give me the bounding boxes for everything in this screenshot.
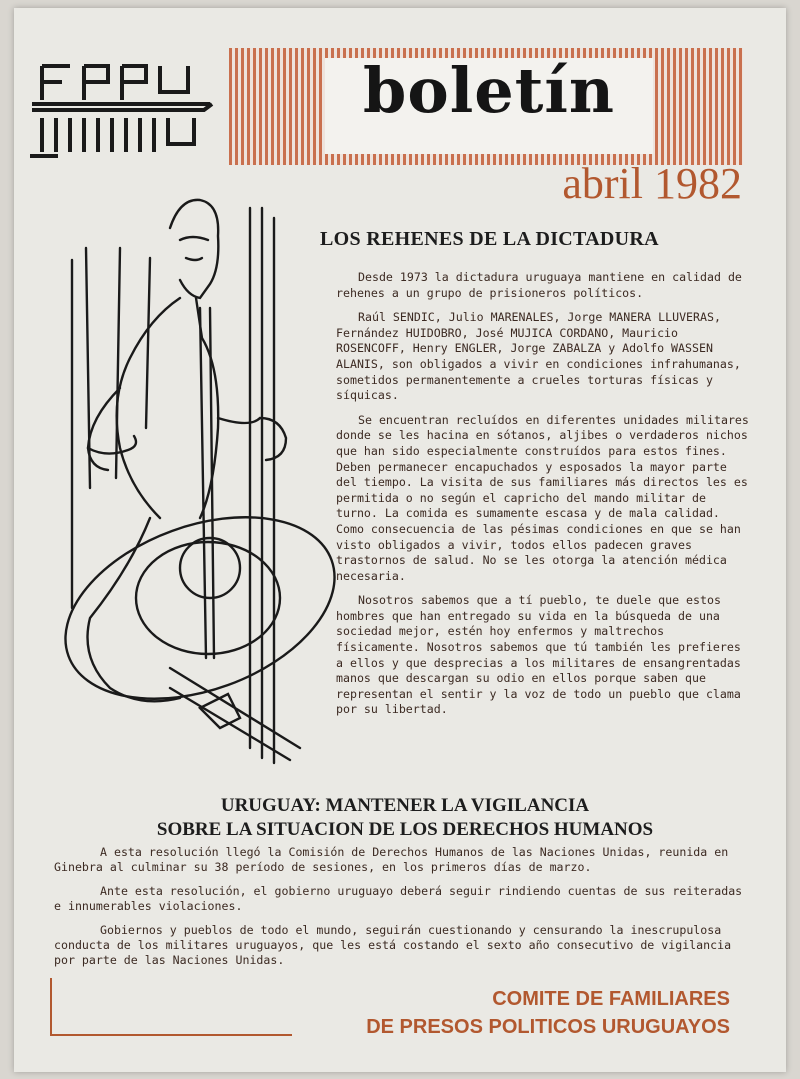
second-headline-line1: URUGUAY: MANTENER LA VIGILANCIA <box>220 795 590 816</box>
second-headline <box>60 794 750 842</box>
banner-title-box <box>325 54 653 154</box>
main-article-body <box>336 270 750 727</box>
paragraph: Gobiernos y pueblos de todo el mundo, seguirán cuestionando y censurando la inescrupulosa conducta de los militares uruguayos, que les está costando el sexto año consecutivo de vigilancia por parte de las Naciones Unidas. <box>54 922 732 968</box>
header-banner <box>229 48 743 165</box>
committee-signature <box>290 985 730 1041</box>
paragraph: Se encuentran recluídos en diferentes unidades militares donde se les hacina en sótanos, aljibes o verdaderos nichos que han sido especialmente construídos para estos fines. Deben permanecer encapuchados y esposados la mayor parte del tiempo. La visita de sus familiares más directos les es permitida o no según el capricho del mando militar de turno. La comida es sumamente escasa y de mala calidad. Como consecuencia de las pésimas condiciones en que se han visto obligados a vivir, todos ellos padecen graves trastornos de salud. No se les otorga la atención médica necesaria. <box>336 412 749 583</box>
paragraph: A esta resolución llegó la Comisión de Derechos Humanos de las Naciones Unidas, reunida en Ginebra al culminar su 38 período de sesiones, en los primeros días de marzo. <box>54 845 729 875</box>
committee-line2: DE PRESOS POLITICOS URUGUAYOS <box>366 1016 730 1038</box>
paragraph: Ante esta resolución, el gobierno uruguayo deberá seguir rindiendo cuentas de sus reiteradas e innumerables violaciones. <box>54 883 743 914</box>
prisoner-with-guitar-icon <box>50 188 350 778</box>
paragraph: Nosotros sabemos que a tí pueblo, te duele que estos hombres que han entregado su vida en la búsqueda de una sociedad mejor, estén hoy enfermos y maltrechos físicamente. Nosotros sabemos que tú también les prefieres a ellos y que desprecias a los militares de ensangrentadas manos que descargan su odio en ellos porque saben que representan el sentir y la voz de todo un pueblo que clama por su libertad. <box>336 593 741 717</box>
footer-rule-horizontal <box>50 1034 292 1036</box>
fppu-logo-icon <box>28 52 218 160</box>
paragraph: Desde 1973 la dictadura uruguaya mantiene en calidad de rehenes a un grupo de prisioneros políticos. <box>336 270 742 300</box>
second-article-body <box>54 845 754 977</box>
footer-rule-vertical <box>50 978 52 1036</box>
newsletter-title: boletín <box>363 54 615 127</box>
main-headline: LOS REHENES DE LA DICTADURA <box>320 228 659 250</box>
paragraph: Raúl SENDIC, Julio MARENALES, Jorge MANERA LLUVERAS, Fernández HUIDOBRO, José MUJICA CORDANO, Mauricio ROSENCOFF, Henry ENGLER, Jorge ZABALZA y Adolfo WASSEN ALANIS, son obligados a vivir en condiciones infrahumanas, sometidos permanentemente a crueles torturas físicas y síquicas. <box>336 310 741 403</box>
committee-line1: COMITE DE FAMILIARES <box>492 988 730 1010</box>
second-headline-line2: SOBRE LA SITUACION DE LOS DERECHOS HUMANOS <box>156 819 654 840</box>
issue-date: abril 1982 <box>562 159 742 208</box>
